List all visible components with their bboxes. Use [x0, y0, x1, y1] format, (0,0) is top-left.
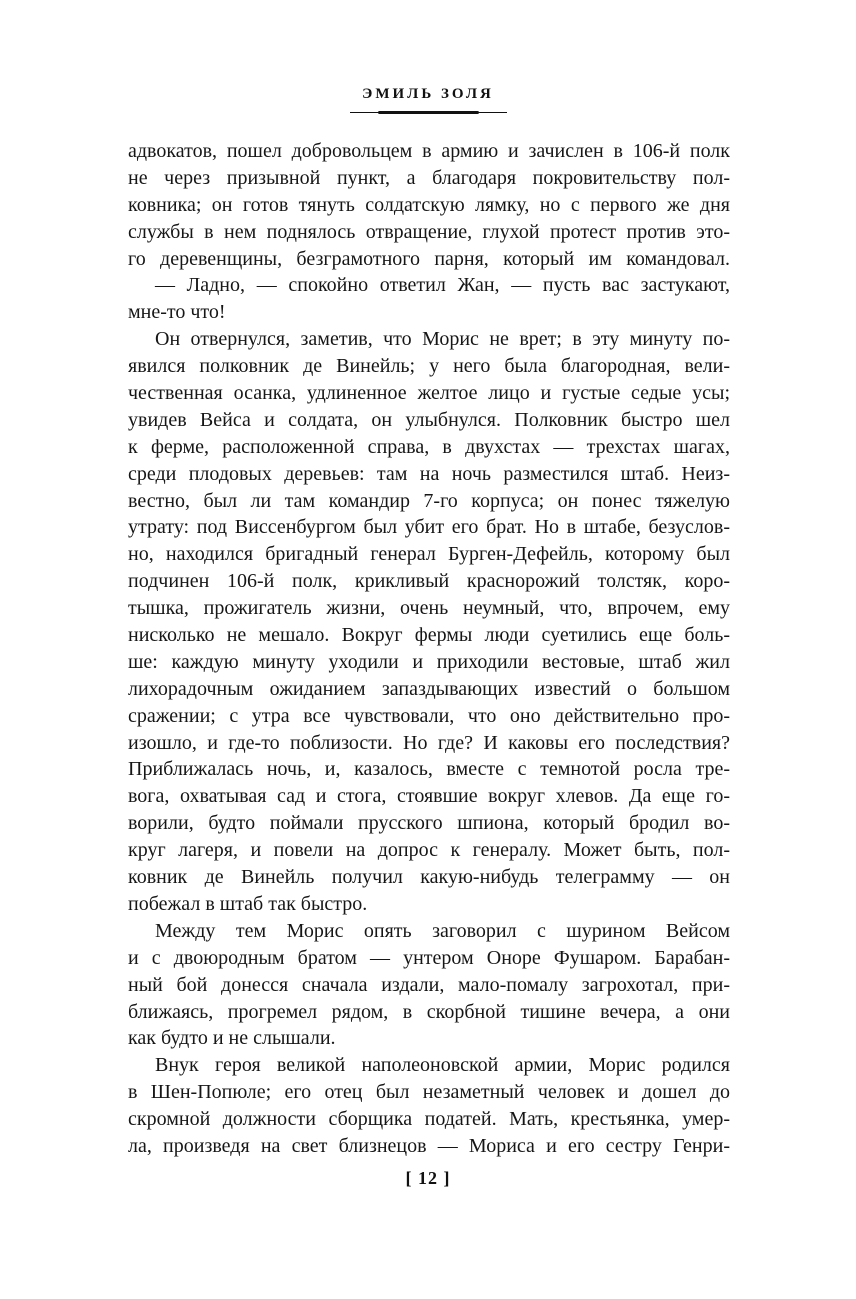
text-line: среди плодовых деревьев: там на ночь разместился штаб. Неиз-: [128, 462, 730, 485]
text-line: и с двоюродным братом — унтером Оноре Фушаром. Барабан-: [128, 946, 730, 969]
text-line: вога, охватывая сад и стога, стоявшие вокруг хлевов. Да еще го-: [128, 785, 730, 808]
paragraph: [128, 272, 730, 326]
running-head: [0, 85, 856, 114]
text-line: не через призывной пункт, а благодаря покровительству пол-: [128, 166, 730, 189]
paragraph: [128, 1052, 730, 1160]
text-line: изошло, и где-то поблизости. Но где? И каковы его последствия?: [128, 731, 730, 754]
header-divider: [350, 110, 507, 114]
text-line: тышка, прожигатель жизни, очень неумный, что, впрочем, ему: [128, 597, 730, 620]
text-line: ла, произведя на свет близнецов — Мориса и его сестру Генри-: [128, 1134, 730, 1157]
text-line: лихорадочным ожиданием запаздывающих известий о большом: [128, 677, 730, 700]
text-line: ближаясь, прогремел рядом, в скорбной тишине вечера, а они: [128, 1000, 730, 1023]
text-line: но, находился бригадный генерал Бурген-Дефейль, которому был: [128, 543, 730, 566]
page-footer: [0, 1168, 856, 1189]
text-line: Он отвернулся, заметив, что Морис не врет; в эту минуту по-: [155, 328, 730, 351]
text-line: круг лагеря, и повели на допрос к генералу. Может быть, пол-: [128, 839, 730, 862]
text-line: как будто и не слышали.: [128, 1027, 336, 1050]
text-line: сражении; с утра все чувствовали, что оно действительно про-: [128, 704, 730, 727]
text-line: ковник де Винейль получил какую-нибудь телеграмму — он: [128, 866, 730, 889]
paragraph: [128, 138, 730, 272]
text-line: скромной должности сборщика податей. Мать, крестьянка, умер-: [128, 1108, 730, 1131]
text-line: увидев Вейса и солдата, он улыбнулся. Полковник быстро шел: [128, 408, 730, 431]
running-head-title: ЭМИЛЬ ЗОЛЯ: [362, 86, 494, 102]
text-line: нисколько не мешало. Вокруг фермы люди суетились еще боль-: [128, 624, 730, 647]
text-line: ше: каждую минуту уходили и приходили вестовые, штаб жил: [128, 650, 730, 673]
text-line: к ферме, расположенной справа, в двухстах — трехстах шагах,: [128, 435, 730, 458]
text-line: службы в нем поднялось отвращение, глухой протест против это-: [128, 220, 730, 243]
text-line: подчинен 106-й полк, крикливый краснорожий толстяк, коро-: [128, 570, 730, 593]
text-line: ный бой донесся сначала издали, мало-помалу загрохотал, при-: [128, 973, 730, 996]
text-line: мне-то что!: [128, 301, 226, 324]
body-text: [128, 138, 730, 1160]
text-line: ворили, будто поймали прусского шпиона, который бродил во-: [128, 812, 730, 835]
text-line: чественная осанка, удлиненное желтое лицо и густые седые усы;: [128, 382, 730, 405]
text-line: адвокатов, пошел добровольцем в армию и зачислен в 106-й полк: [128, 140, 730, 162]
paragraph: [128, 326, 730, 918]
text-line: Приближалась ночь, и, казалось, вместе с темнотой росла тре-: [128, 758, 730, 781]
paragraph: [128, 918, 730, 1052]
text-line: вестно, был ли там командир 7-го корпуса; он понес тяжелую: [128, 489, 730, 512]
text-line: ковника; он готов тянуть солдатскую лямку, но с первого же дня: [128, 193, 730, 216]
text-line: явился полковник де Винейль; у него была благородная, вели-: [128, 355, 730, 378]
text-line: Между тем Морис опять заговорил с шурином Вейсом: [155, 919, 730, 942]
text-line: го деревенщины, безграмотного парня, который им командовал.: [128, 247, 730, 270]
text-line: утрату: под Виссенбургом был убит его брат. Но в штабе, безуслов-: [128, 516, 730, 539]
page-number: [ 12 ]: [405, 1168, 451, 1188]
text-line: Внук героя великой наполеоновской армии, Морис родился: [155, 1054, 730, 1077]
text-line: — Ладно, — спокойно ответил Жан, — пусть вас застукают,: [155, 274, 730, 297]
text-line: в Шен-Попюле; его отец был незаметный человек и дошел до: [128, 1081, 730, 1104]
divider-thick-rule: [378, 111, 479, 114]
text-line: побежал в штаб так быстро.: [128, 892, 368, 915]
